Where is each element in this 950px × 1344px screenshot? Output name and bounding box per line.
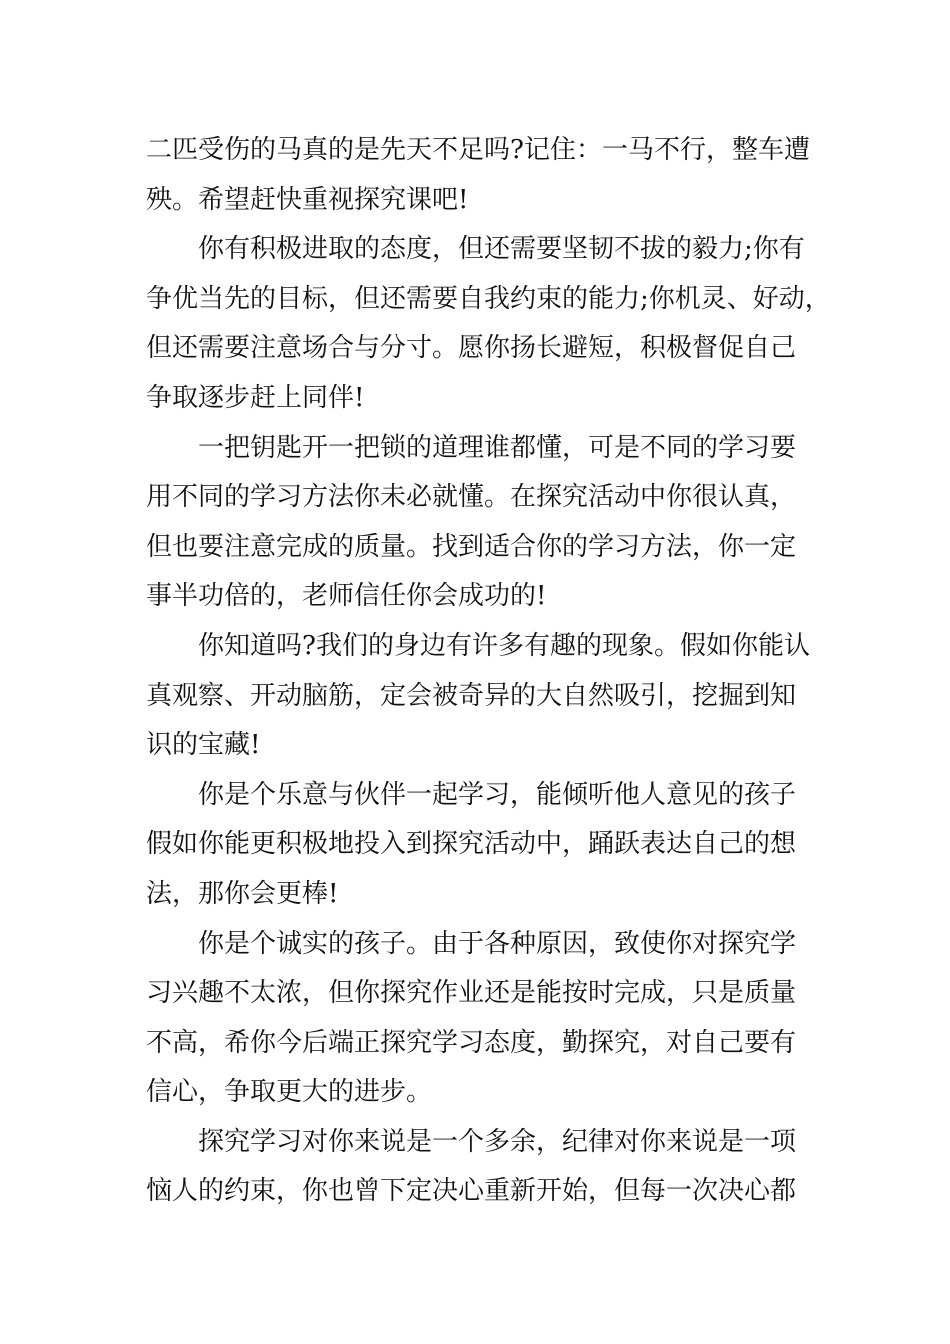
paragraph xyxy=(146,126,814,225)
paragraph xyxy=(146,920,814,1118)
paragraph xyxy=(146,225,831,423)
text-line: 你是个乐意与伙伴一起学习，能倾听他人意见的孩子 xyxy=(198,779,797,810)
paragraph xyxy=(146,424,814,622)
text-line: 你有积极进取的态度，但还需要坚韧不拔的毅力;你有 xyxy=(198,234,805,265)
text-line: 殃。希望赶快重视探究课吧! xyxy=(146,184,469,215)
paragraph xyxy=(146,1118,814,1217)
text-line: 你知道吗?我们的身边有许多有趣的现象。假如你能认 xyxy=(198,630,810,661)
text-line: 法，那你会更棒! xyxy=(146,878,339,909)
text-line: 恼人的约束，你也曾下定决心重新开始，但每一次决心都 xyxy=(146,1176,797,1207)
text-line: 用不同的学习方法你未必就懂。在探究活动中你很认真， xyxy=(146,482,797,513)
text-line: 探究学习对你来说是一个多余，纪律对你来说是一项 xyxy=(198,1126,797,1157)
paragraph xyxy=(146,622,814,771)
text-line: 事半功倍的，老师信任你会成功的! xyxy=(146,581,547,612)
text-line: 不高，希你今后端正探究学习态度，勤探究，对自己要有 xyxy=(146,1027,797,1058)
text-line: 信心，争取更大的进步。 xyxy=(146,1077,433,1108)
text-line: 习兴趣不太浓，但你探究作业还是能按时完成，只是质量 xyxy=(146,978,797,1009)
text-line: 争取逐步赶上同伴! xyxy=(146,382,365,413)
document-body xyxy=(146,126,831,1217)
text-line: 一把钥匙开一把锁的道理谁都懂，可是不同的学习要 xyxy=(198,432,797,463)
text-line: 假如你能更积极地投入到探究活动中，踊跃表达自己的想 xyxy=(146,829,797,860)
paragraph xyxy=(146,771,814,920)
text-line: 识的宝藏! xyxy=(146,730,261,761)
text-line: 真观察、开动脑筋，定会被奇异的大自然吸引，挖掘到知 xyxy=(146,680,797,711)
text-line: 但还需要注意场合与分寸。愿你扬长避短，积极督促自己 xyxy=(146,333,797,364)
text-line: 但也要注意完成的质量。找到适合你的学习方法，你一定 xyxy=(146,531,797,562)
text-line: 二匹受伤的马真的是先天不足吗?记住：一马不行，整车遭 xyxy=(146,135,810,165)
text-line: 你是个诚实的孩子。由于各种原因，致使你对探究学 xyxy=(198,928,797,959)
text-line: 争优当先的目标，但还需要自我约束的能力;你机灵、好动， xyxy=(146,283,831,314)
